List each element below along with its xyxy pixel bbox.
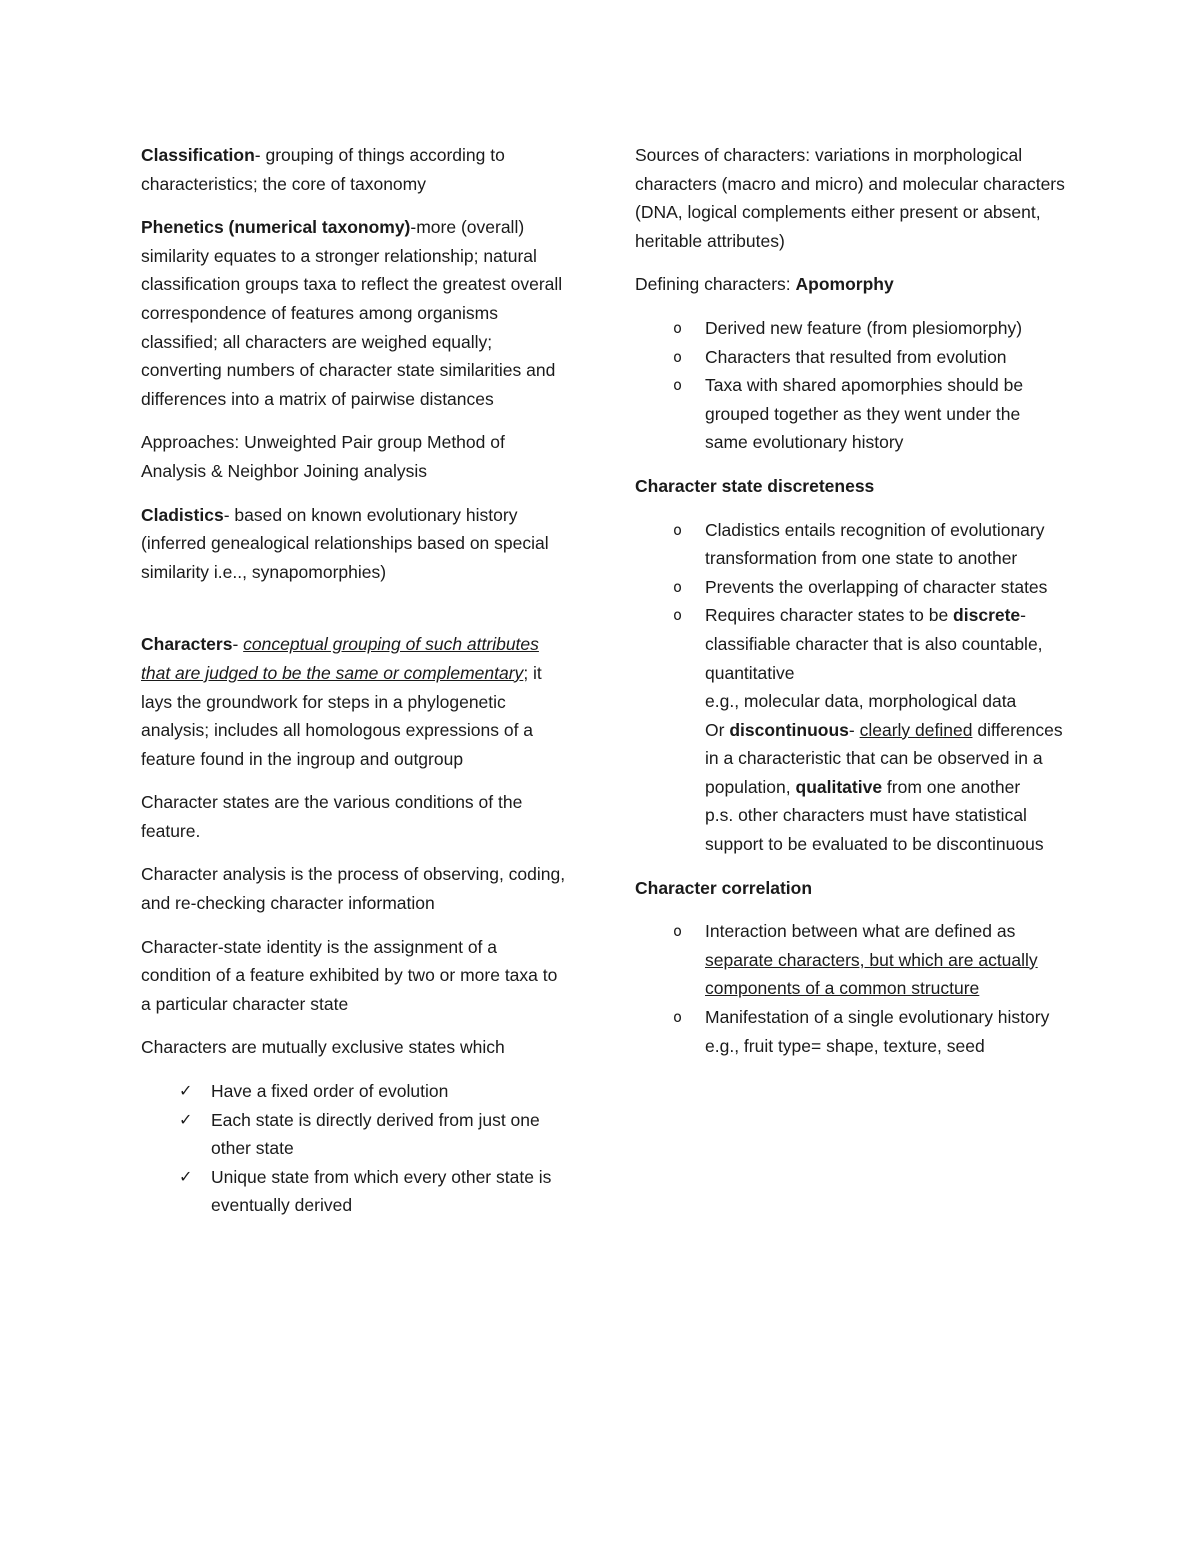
separate-characters-text: separate characters, but which are actually components of a common structure — [705, 949, 1038, 999]
left-column — [141, 141, 571, 1235]
discreteness-list — [635, 516, 1065, 859]
apomorphy-term: Apomorphy — [795, 274, 894, 295]
list-item: o Derived new feature (from plesiomorphy) — [635, 314, 1065, 343]
list-item-text: from one another — [882, 776, 1021, 797]
correlation-list — [635, 917, 1065, 1060]
right-column — [635, 141, 1065, 1075]
characters-underlined-definition: conceptual grouping of such attributes that are judged to be the same or complementary — [141, 634, 539, 683]
check-item-text: Unique state from which every other state is eventually derived — [211, 1166, 552, 1216]
list-item: o Prevents the overlapping of character states — [635, 573, 1065, 602]
check-list-item — [141, 1163, 571, 1220]
list-item-text: Requires character states to be — [705, 605, 954, 626]
character-analysis-paragraph: Character analysis is the process of observing, coding, and re-checking character information — [141, 864, 566, 914]
check-list-item — [141, 1077, 571, 1106]
list-item-text: Manifestation of a single evolutionary history — [705, 1007, 1050, 1028]
or-text: Or — [705, 719, 730, 740]
list-item-text: differences in a characteristic that can be observed in a population, — [705, 719, 1063, 797]
list-item — [635, 1003, 1065, 1060]
defining-prefix: Defining characters: — [635, 274, 796, 295]
characters-definition-rest: ; it lays the groundwork for steps in a phylogenetic analysis; includes all homologous expressions of a feature found in the ingroup and outgroup — [141, 662, 542, 769]
sources-paragraph: Sources of characters: variations in morphological characters (macro and micro) and molecular characters (DNA, logical complements either present or absent, heritable attributes) — [635, 145, 1065, 251]
discreteness-heading-text: Character state discreteness — [635, 475, 875, 496]
discrete-term: discrete — [953, 605, 1021, 626]
approaches-paragraph: Approaches: Unweighted Pair group Method of Analysis & Neighbor Joining analysis — [141, 432, 505, 481]
dash-text: - — [848, 719, 860, 740]
characters-term: Characters — [141, 634, 233, 655]
ps-note: p.s. other characters must have statistical support to be evaluated to be discontinuous — [705, 805, 1044, 855]
phenetics-paragraph — [141, 213, 571, 413]
check-item-text: Have a fixed order of evolution — [211, 1081, 449, 1102]
list-item: o Cladistics entails recognition of evolutionary transformation from one state to another — [635, 516, 1065, 573]
correlation-heading-text: Character correlation — [635, 877, 813, 898]
cladistics-definition: - based on known evolutionary history (inferred genealogical relationships based on special similarity i.e.., synapomorphies) — [141, 504, 549, 582]
classification-term: Classification — [141, 145, 255, 165]
check-item-text: Each state is directly derived from just one other state — [211, 1109, 540, 1159]
list-item: o Taxa with shared apomorphies should be grouped together as they went under the same evolutionary history — [635, 371, 1065, 457]
example-line: e.g., molecular data, morphological data — [705, 691, 1017, 712]
checkmark-icon: ✓ — [179, 1109, 193, 1129]
character-states-paragraph: Character states are the various conditions of the feature. — [141, 792, 523, 841]
checkmark-icon: ✓ — [179, 1081, 193, 1101]
clearly-defined-text: clearly defined — [859, 719, 973, 740]
list-item — [635, 601, 1065, 858]
check-list-item — [141, 1106, 571, 1163]
apomorphy-list — [635, 314, 1065, 457]
correlation-heading — [635, 874, 1065, 903]
cladistics-paragraph — [141, 501, 571, 587]
classification-paragraph — [141, 141, 571, 198]
discreteness-heading — [635, 472, 1065, 501]
list-item: o Characters that resulted from evolution — [635, 343, 1065, 372]
list-item-text: Interaction between what are defined as — [705, 921, 1016, 942]
list-item-text: - classifiable character that is also countable, quantitative — [705, 605, 1043, 683]
phenetics-definition: -more (overall) similarity equates to a stronger relationship; natural classification groups taxa to reflect the greatest overall correspondence of features among organisms classified; all characters are weighed equally; converting numbers of character state similarities and differences into a matrix of pairwise distances — [141, 217, 563, 409]
discontinuous-line — [705, 716, 1065, 802]
character-state-identity-paragraph: Character-state identity is the assignment of a condition of a feature exhibited by two or more taxa to a particular character state — [141, 936, 558, 1014]
checkmark-icon: ✓ — [179, 1166, 193, 1186]
qualitative-term: qualitative — [795, 776, 883, 797]
mutually-exclusive-paragraph: Characters are mutually exclusive states which — [141, 1037, 505, 1058]
defining-characters-paragraph — [635, 270, 1065, 299]
characters-dash: - — [232, 634, 244, 655]
check-list — [141, 1077, 571, 1220]
classification-definition: - grouping of things according to characteristics; the core of taxonomy — [141, 145, 505, 194]
characters-paragraph — [141, 630, 571, 773]
cladistics-term: Cladistics — [141, 504, 224, 525]
list-item — [635, 917, 1065, 1003]
discontinuous-term: discontinuous — [729, 719, 849, 740]
example-line: e.g., fruit type= shape, texture, seed — [705, 1035, 985, 1056]
phenetics-term: Phenetics (numerical taxonomy) — [141, 217, 411, 238]
